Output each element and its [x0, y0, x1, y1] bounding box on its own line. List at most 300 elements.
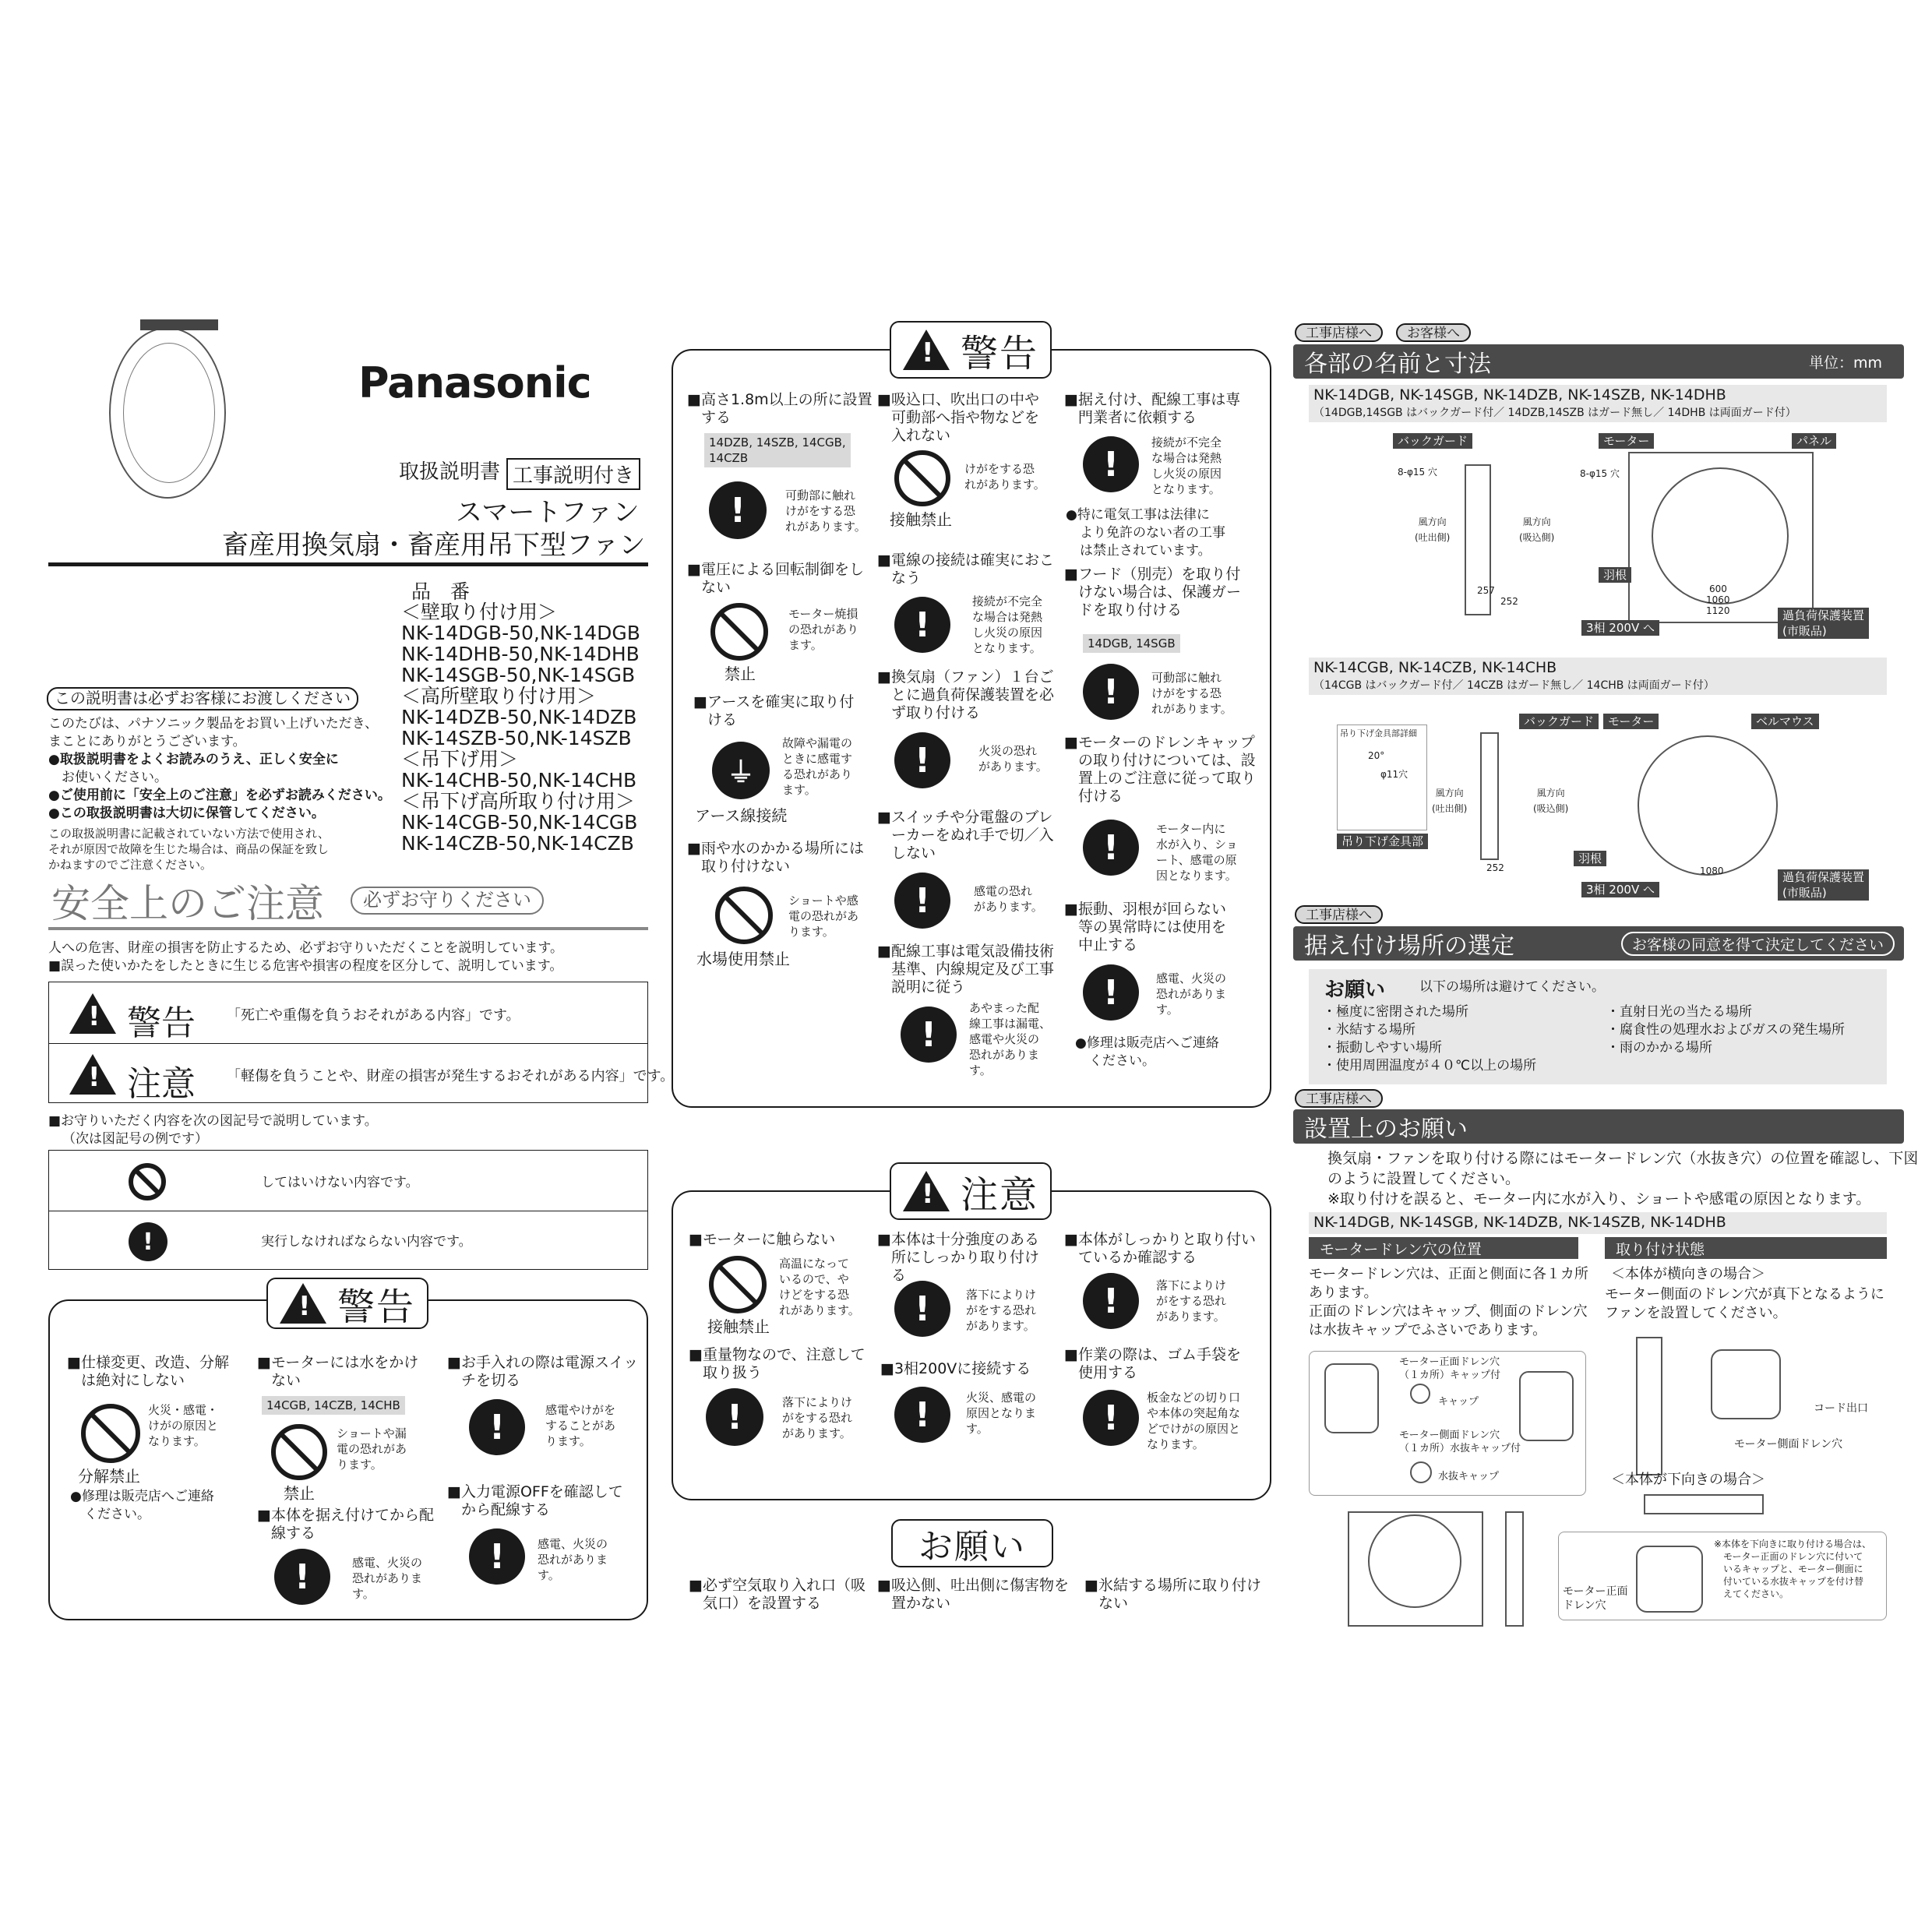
wm-c1-item4-label: 水場使用禁止 — [696, 950, 790, 968]
parts-title: 各部の名前と寸法 — [1304, 351, 1491, 378]
cb-item3-desc — [1156, 1278, 1226, 1324]
model-line: NK-14DZB-50,NK-14DZB — [401, 706, 637, 728]
wm-head-line: とに過負荷保護装置を必 — [891, 686, 1055, 703]
wm-desc-line: 因となります。 — [1156, 869, 1237, 883]
mount-d-front-drain — [1563, 1585, 1627, 1613]
cb-head-line: ているか確認する — [1078, 1249, 1197, 1266]
drain-label-watercap: 水抜キャップ — [1438, 1471, 1500, 1482]
wm-note-line: ●特に電気工事は法律に — [1066, 507, 1210, 523]
cover-divider — [48, 562, 648, 566]
cb-item5-head: ■3相200Vに接続する — [880, 1360, 1031, 1377]
mount-d-fan — [1644, 1494, 1764, 1514]
location-list-left — [1323, 1003, 1536, 1075]
install-title: 設置上のお願い — [1304, 1116, 1468, 1143]
disassembly-prohibited-icon — [81, 1404, 140, 1463]
prohibition-icon — [129, 1163, 166, 1200]
g1-label-holes2: 8-φ15 穴 — [1580, 468, 1620, 479]
request-line: ■必ず空気取り入れ口（吸 — [689, 1577, 866, 1594]
wm-desc-line: な場合は発熱 — [1151, 451, 1222, 465]
cb-desc-line: 原因となりま — [966, 1406, 1037, 1420]
cb-item6-desc — [1147, 1390, 1240, 1452]
mandatory-icon: ! — [709, 481, 767, 539]
wm-c2-item2-head — [877, 552, 1054, 587]
no-touch-icon — [894, 450, 950, 506]
wm-desc-line: の恐れがあり — [788, 622, 859, 636]
wm-head-line: 入れない — [891, 427, 951, 444]
model-line: ＜高所壁取り付け用＞ — [401, 685, 597, 707]
wm-c3-item4-note — [1075, 1035, 1219, 1070]
location-list-right — [1606, 1003, 1845, 1057]
drain-label-cap: キャップ — [1438, 1396, 1479, 1408]
g1-dir1-line: 風方向 — [1418, 516, 1447, 527]
mount-title: 取り付け状態 — [1616, 1240, 1705, 1258]
caution-level-label: 注意 — [127, 1064, 196, 1104]
wm-c1-item3-head — [693, 693, 854, 729]
group1-note: （14DGB,14SGB はバックガード付／ 14DZB,14SZB はガード無し／ 14DHB は両面ガード付） — [1313, 407, 1796, 419]
wl-desc-line: す。 — [538, 1568, 560, 1582]
request-item2 — [877, 1577, 1069, 1613]
cb-item4-head — [689, 1346, 866, 1382]
wm-head-line: なう — [891, 569, 922, 587]
wm-desc-line: 可動部に触れ — [785, 488, 856, 502]
cb-desc-line: がをする恐れ — [966, 1303, 1037, 1317]
g2-label-hole: φ11穴 — [1380, 769, 1408, 780]
cb-desc-line: 板金などの切り口 — [1147, 1391, 1241, 1405]
g2-label-motor: モーター — [1603, 714, 1659, 729]
wm-desc-line: し火災の原因 — [1151, 467, 1222, 481]
location-item: ・腐食性の処理水およびガスの発生場所 — [1606, 1022, 1845, 1038]
cb-head-line: ■本体は十分強度のある — [877, 1231, 1039, 1248]
install-line: ※取り付けを誤ると、モーター内に水が入り、ショートや感電の原因となります。 — [1327, 1190, 1871, 1208]
safety-intro-line: ■誤った使いかたをしたときに生じる危害や損害の程度を区分して、説明しています。 — [48, 958, 563, 974]
wm-desc-line: 接続が不完全 — [972, 594, 1043, 608]
drain-line: モータードレン穴は、正面と側面に各１カ所 — [1309, 1266, 1588, 1282]
wm-desc-line: となります。 — [1151, 482, 1221, 496]
wm-head-line: ける — [707, 711, 738, 728]
drain-labels-b — [1399, 1429, 1521, 1455]
g2-label-bellmouth: ベルマウス — [1751, 714, 1819, 729]
mount-h-line: モーター側面のドレン穴が真下となるように — [1605, 1286, 1884, 1303]
request-line: ■氷結する場所に取り付け — [1084, 1577, 1261, 1594]
mount-h-head: ＜本体が横向きの場合＞ — [1611, 1266, 1765, 1282]
caution-level-desc: 「軽傷を負うことや、財産の損害が発生するおそれがある内容」です。 — [227, 1068, 675, 1084]
wm-desc-line: る恐れがあり — [782, 767, 853, 781]
wl-col2b-desc — [352, 1555, 422, 1602]
wm-c1-item1-desc — [785, 488, 866, 534]
group2-side-view — [1480, 732, 1499, 860]
wm-c2-item1-desc — [964, 461, 1045, 492]
cap-illustration — [1410, 1384, 1430, 1404]
g1-dim-1120: 1120 — [1706, 605, 1730, 616]
thanks-line: お使いください。 — [48, 770, 167, 785]
wm-desc-line: 感電や火災の — [969, 1032, 1040, 1046]
mandatory-desc: 実行しなければならない内容です。 — [261, 1234, 472, 1250]
wm-c2-item1-head — [877, 391, 1039, 445]
mount-d-label: モーター正面 — [1563, 1585, 1628, 1598]
mandatory-icon: ! — [1083, 1390, 1139, 1446]
wm-c3-item4-head — [1064, 901, 1226, 954]
model-list — [401, 601, 640, 854]
wm-c2-item2-desc — [972, 594, 1042, 656]
wm-note-line: より免許のない者の工事 — [1080, 525, 1225, 541]
wm-desc-line: ります。 — [788, 925, 834, 939]
warning-level-icon — [69, 993, 127, 1037]
wl-desc-line: 感電、火災の — [352, 1556, 423, 1570]
wl-desc-line: 火災・感電・ — [148, 1403, 219, 1417]
location-title-bar — [1293, 926, 1904, 961]
front-fan-blades — [1368, 1514, 1461, 1608]
wl-desc-line: ります。 — [337, 1458, 383, 1472]
wm-desc-line: があります。 — [978, 760, 1048, 774]
wl-col2-desc — [337, 1426, 407, 1472]
cb-head-line: 所にしっかり取り付け — [891, 1249, 1040, 1266]
cb-item3-head — [1064, 1231, 1256, 1267]
wm-head-line: ■スイッチや分電盤のブレ — [877, 809, 1053, 826]
wm-head-line: ■電線の接続は確実におこ — [877, 552, 1054, 569]
mount-d-note-line: いるキャップと、モーター側面に — [1714, 1564, 1863, 1574]
wl-col2b-head-line: ■本体を据え付けてから配 — [257, 1507, 434, 1524]
cb-desc-line: す。 — [966, 1422, 989, 1436]
wm-head-line: ーカーをぬれ手で切／入 — [891, 827, 1054, 844]
parts-title-bar — [1293, 344, 1904, 379]
wl-col3b-head — [447, 1483, 623, 1519]
wm-head-line: ■高さ1.8m以上の所に設置 — [687, 391, 873, 408]
g1-label-power: 3相 200V へ — [1581, 620, 1659, 636]
model-line: ＜吊下げ高所取り付け用＞ — [401, 790, 636, 813]
doc-badge: 工事説明付き — [506, 458, 640, 490]
mandatory-icon: ! — [894, 873, 950, 929]
g2-label-dir1 — [1432, 785, 1467, 816]
wm-c3-item4-desc — [1156, 971, 1226, 1017]
location-lead: 以下の場所は避けてください。 — [1419, 979, 1605, 995]
cb-desc-line: れがあります。 — [779, 1303, 860, 1317]
group1-models: NK-14DGB, NK-14SGB, NK-14DZB, NK-14SZB, NK-14DHB — [1313, 386, 1726, 404]
cb-item1-head: ■モーターに触らない — [689, 1231, 836, 1248]
safety-divider — [48, 927, 648, 930]
g1-dir2-line: 風方向 — [1522, 516, 1551, 527]
wl-desc-line: けがの原因と — [148, 1419, 219, 1433]
drain-label: モーター正面ドレン穴 — [1399, 1356, 1500, 1368]
g1-label-blade: 羽根 — [1599, 567, 1631, 583]
drain-text — [1309, 1265, 1588, 1340]
wm-desc-line: 恐れがありま — [969, 1048, 1040, 1062]
safety-title: 安全上のご注意 — [51, 881, 324, 926]
wm-head-line: 取り付けない — [701, 858, 791, 875]
mandatory-icon: ! — [1083, 1273, 1139, 1329]
model-line: NK-14CHB-50,NK-14CHB — [401, 769, 637, 791]
wl-col3-desc — [545, 1402, 615, 1449]
mount-d-note-line: モーター正面のドレン穴に付いて — [1714, 1551, 1863, 1562]
warranty-line: それが原因で故障を生じた場合は、商品の保証を致し — [48, 842, 330, 856]
wm-desc-line: れがあります。 — [964, 478, 1045, 492]
mandatory-icon: ! — [1083, 964, 1139, 1021]
thanks-line: ●取扱説明書をよくお読みのうえ、正しく安全に — [48, 752, 339, 767]
warning-level-desc: 「死亡や重傷を負うおそれがある内容」です。 — [227, 1007, 520, 1024]
cb-head-line: 使用する — [1078, 1364, 1138, 1381]
wm-desc-line: 故障や漏電の — [782, 736, 853, 750]
cb-desc-line: けどをする恐 — [779, 1288, 850, 1302]
g2-dir1-line: 風方向 — [1435, 788, 1464, 799]
cb-head-line: 取り扱う — [703, 1364, 763, 1381]
wm-c3-item3-desc — [1156, 821, 1238, 883]
mount-d-note-line: えてください。 — [1714, 1588, 1789, 1599]
symbol-intro-line: （次は図記号の例です） — [62, 1131, 208, 1147]
cb-desc-line: があります。 — [966, 1319, 1035, 1333]
wl-col3-head — [447, 1354, 638, 1390]
g1-dir1-line: (吐出側) — [1415, 532, 1451, 543]
warranty-line: かねますのでご注意ください。 — [48, 858, 213, 872]
model-line: NK-14SZB-50,NK-14SZB — [401, 727, 632, 749]
wm-head-line: 説明に従う — [891, 978, 966, 996]
safety-intro — [48, 940, 563, 975]
model-line: ＜吊下げ用＞ — [401, 748, 519, 770]
product-line1: スマートファン — [456, 497, 640, 528]
wl-col3b-head-line: ■入力電源OFFを確認して — [447, 1483, 623, 1500]
wm-head-line: 中止する — [1078, 936, 1138, 954]
wm-c3-item1-note — [1066, 506, 1225, 560]
wm-head-line: ず取り付ける — [891, 704, 981, 721]
cb-item6-head — [1064, 1346, 1241, 1382]
warning-level-label: 警告 — [127, 1003, 196, 1043]
location-item: ・雨のかかる場所 — [1606, 1040, 1712, 1056]
wl-desc-line: 感電、火災の — [538, 1537, 608, 1551]
wl-col3b-desc — [538, 1536, 608, 1583]
motor-illustration — [1324, 1363, 1379, 1433]
install-line: 換気扇・ファンを取り付ける際にはモータードレン穴（水抜き穴）の位置を確認し、下図 — [1327, 1150, 1919, 1167]
mandatory-icon: ! — [1083, 664, 1139, 720]
mandatory-icon: ! — [894, 732, 950, 788]
g2-dim-252: 252 — [1486, 862, 1504, 873]
wm-c2-item5-desc — [969, 1000, 1051, 1078]
cb-desc-line: 火災、感電の — [966, 1391, 1037, 1405]
wm-desc-line: ます。 — [782, 783, 816, 797]
motor-illustration-side — [1519, 1371, 1574, 1441]
wm-head-line: 付ける — [1078, 788, 1123, 805]
wm-note-line: ください。 — [1089, 1053, 1155, 1069]
cb-head-line: ■作業の際は、ゴム手袋を — [1064, 1346, 1241, 1363]
wm-head-line: ない — [701, 579, 732, 596]
mount-d-head: ＜本体が下向きの場合＞ — [1611, 1472, 1765, 1488]
wm-c1-item2-label: 禁止 — [724, 665, 756, 683]
mount-title-bar — [1605, 1237, 1887, 1259]
g1-dim-1060: 1060 — [1706, 594, 1730, 605]
model-line: NK-14SGB-50,NK-14SGB — [401, 664, 636, 686]
wm-desc-line: モーター内に — [1156, 822, 1226, 836]
warning-triangle-icon — [280, 1283, 326, 1324]
wm-desc-line: す。 — [969, 1063, 992, 1077]
wm-head-line: 置上のご注意に従って取り — [1078, 770, 1257, 787]
mount-h-fan-side — [1636, 1337, 1662, 1475]
wm-c1-item2-head — [687, 561, 864, 597]
wm-desc-line: となります。 — [972, 641, 1042, 655]
level-row-warning — [49, 982, 647, 1044]
cb-head-line: ■重量物なので、注意して — [689, 1346, 866, 1363]
mandatory-icon: ! — [894, 597, 950, 653]
drain-line: は水抜キャップでふさいであります。 — [1309, 1322, 1547, 1338]
wm-c1-item1-models — [704, 433, 851, 467]
drain-line: 正面のドレン穴はキャップ、側面のドレン穴 — [1309, 1303, 1588, 1320]
g2-label-bracket-detail: 吊り下げ金具部詳細 — [1340, 728, 1417, 739]
wm-c3-item2-models: 14DGB, 14SGB — [1083, 634, 1180, 653]
g1-label-holes: 8-φ15 穴 — [1398, 467, 1437, 478]
model-heading: 品 番 — [411, 580, 471, 603]
g2-dir2-line: (吸込側) — [1533, 803, 1569, 814]
location-item: ・振動しやすい場所 — [1323, 1040, 1442, 1056]
caution-banner — [890, 1162, 1052, 1220]
prohibited-icon — [271, 1424, 327, 1480]
safety-badge: 必ずお守りください — [351, 887, 544, 915]
wm-head-line: の取り付けについては、設 — [1078, 752, 1256, 769]
drain-label: （１カ所）キャップ付 — [1399, 1370, 1501, 1381]
cb-item2-head — [877, 1231, 1039, 1285]
install-title-bar — [1293, 1109, 1904, 1144]
wm-c2-item4-desc — [974, 883, 1043, 915]
wm-desc-line: ます。 — [788, 638, 823, 652]
mandatory-icon: ! — [894, 1281, 950, 1337]
wm-desc-line: けがをする恐 — [785, 504, 856, 518]
g2-label-bracket: 吊り下げ金具部 — [1337, 834, 1428, 849]
wm-head-line: ■フード（別売）を取り付 — [1064, 566, 1241, 583]
drain-title: モータードレン穴の位置 — [1320, 1240, 1482, 1258]
wm-desc-line: な場合は発熱 — [972, 610, 1043, 624]
warranty-note — [48, 826, 330, 873]
location-request: お願い — [1324, 978, 1386, 1002]
request-item1 — [689, 1577, 866, 1613]
model-line: NK-14CGB-50,NK-14CGB — [401, 811, 638, 834]
wm-head-line: ■配線工事は電気設備技術 — [877, 943, 1054, 960]
unit-label: 単位：mm — [1808, 354, 1882, 372]
cb-desc-line: なります。 — [1147, 1437, 1204, 1451]
wl-col1-head-line: ■仕様変更、改造、分解 — [67, 1354, 229, 1371]
group2-front-view — [1638, 735, 1778, 876]
mandatory-icon: ! — [894, 1387, 950, 1443]
g2-dir1-line: (吐出側) — [1432, 803, 1468, 814]
cb-item5-desc — [966, 1390, 1036, 1437]
caution-banner-text: 注意 — [960, 1172, 1038, 1217]
thanks-line: このたびは、パナソニック製品をお買い上げいただき、 — [48, 716, 379, 732]
g1-dim-252: 252 — [1500, 596, 1518, 607]
wl-desc-line: ります。 — [545, 1434, 591, 1448]
drain-label: モーター側面ドレン穴 — [1399, 1430, 1500, 1441]
g1-label-backguard: バックガード — [1393, 433, 1472, 449]
g2-dim-1080: 1080 — [1700, 866, 1724, 876]
mandatory-icon: ! — [274, 1549, 330, 1605]
g1-protector-line: (市販品) — [1782, 624, 1827, 638]
tag-customer: お客様へ — [1396, 323, 1471, 342]
mandatory-icon: ! — [1083, 436, 1139, 492]
wm-desc-line: し火災の原因 — [972, 626, 1043, 640]
wl-desc-line: 電の恐れがあ — [337, 1442, 407, 1456]
g1-label-panel: パネル — [1792, 433, 1836, 449]
caution-triangle-icon — [903, 1171, 950, 1211]
wm-desc-line: があります。 — [974, 900, 1043, 914]
wm-desc-line: れがあります。 — [1151, 702, 1232, 716]
g1-label-protector — [1778, 608, 1869, 639]
wm-head-line: けない場合は、保護ガー — [1078, 583, 1242, 601]
wm-desc-line: れがあります。 — [785, 520, 866, 534]
level-row-caution — [49, 1043, 675, 1104]
cb-desc-line: 落下によりけ — [966, 1288, 1037, 1302]
thanks-line: ●ご使用前に「安全上のご注意」を必ずお読みください。 — [48, 788, 391, 803]
wm-c2-item5-head — [877, 943, 1054, 996]
ground-connection-icon: ⏚ — [712, 742, 770, 799]
cb-item1-label: 接触禁止 — [707, 1317, 770, 1336]
prohibition-desc: してはいけない内容です。 — [261, 1175, 419, 1190]
location-item: ・使用周囲温度が４０℃以上の場所 — [1323, 1058, 1537, 1074]
location-item: ・極度に密閉された場所 — [1323, 1004, 1468, 1020]
handover-note: この説明書は必ずお客様にお渡しください — [47, 687, 358, 710]
wl-col1-note — [70, 1488, 214, 1524]
mount-d-motor — [1636, 1546, 1703, 1613]
water-cap-illustration — [1410, 1461, 1432, 1483]
cb-desc-line: や本体の突起角な — [1147, 1406, 1241, 1420]
wm-c3-item3-head — [1064, 734, 1256, 806]
cb-item4-desc — [782, 1394, 852, 1441]
wm-head-line: する — [701, 409, 732, 426]
drain-labels-a — [1399, 1356, 1500, 1382]
install-models: NK-14DGB, NK-14SGB, NK-14DZB, NK-14SZB, NK-14DHB — [1313, 1214, 1726, 1231]
wm-head-line: ■雨や水のかかる場所には — [687, 840, 864, 857]
g2-label-power: 3相 200V へ — [1581, 882, 1659, 897]
wm-head-line: ■吸込口、吹出口の中や — [877, 391, 1039, 408]
wm-head-line: ■据え付け、配線工事は専 — [1064, 391, 1241, 408]
wl-col2-head — [257, 1354, 418, 1390]
wm-desc-line: ときに感電す — [782, 752, 853, 766]
wm-note-line: ●修理は販売店へご連絡 — [1075, 1035, 1219, 1051]
wm-desc-line: けがをする恐 — [1151, 686, 1222, 700]
g1-protector-line: 過負荷保護装置 — [1782, 608, 1865, 622]
wm-head-line: ■電圧による回転制御をし — [687, 561, 864, 578]
cb-item1-desc — [779, 1256, 860, 1318]
wm-c1-item4-desc — [788, 893, 858, 940]
no-touch-icon — [709, 1256, 767, 1313]
g1-label-dir1 — [1415, 514, 1450, 545]
request-item3 — [1084, 1577, 1261, 1613]
wm-note-line: は禁止されています。 — [1080, 543, 1211, 559]
warning-triangle-icon — [903, 330, 950, 370]
tag-installer: 工事店様へ — [1295, 905, 1383, 924]
mandatory-icon: ! — [901, 1007, 957, 1063]
wl-col1-head-line: は絶対にしない — [81, 1372, 185, 1389]
request-line: ■吸込側、吐出側に傷害物を — [877, 1577, 1069, 1594]
mount-d-note-line: ※本体を下向きに取り付ける場合は、 — [1714, 1539, 1872, 1549]
wm-desc-line: 恐れがありま — [1156, 987, 1227, 1001]
product-line2: 畜産用換気扇・畜産用吊下型ファン — [222, 530, 646, 561]
location-item: ・直射日光の当たる場所 — [1606, 1004, 1752, 1020]
model-line: NK-14CZB-50,NK-14CZB — [401, 832, 634, 855]
wm-desc-line: けがをする恐 — [964, 462, 1035, 476]
caution-level-icon — [69, 1054, 127, 1098]
wl-desc-line: す。 — [352, 1587, 375, 1601]
wl-col2b-head-line: 線する — [271, 1525, 316, 1542]
drain-line: あります。 — [1309, 1285, 1378, 1301]
wm-c2-item3-desc — [978, 743, 1048, 774]
wm-desc-line: す。 — [1156, 1003, 1179, 1017]
wm-c3-item2-desc — [1151, 670, 1232, 717]
wl-note-line: ●修理は販売店へご連絡 — [70, 1489, 214, 1504]
wm-desc-line: 電の恐れがあ — [788, 909, 859, 923]
location-badge: お客様の同意を得て決定してください — [1621, 932, 1895, 956]
wm-desc-line: 感電、火災の — [1156, 971, 1227, 985]
wm-c2-item1-label: 接触禁止 — [890, 510, 952, 529]
wl-note-line: ください。 — [84, 1507, 150, 1522]
symbol-intro — [48, 1112, 378, 1148]
cb-desc-line: どでけがの原因と — [1147, 1422, 1241, 1436]
wl-desc-line: 感電やけがを — [545, 1403, 616, 1417]
fan-stand — [140, 319, 218, 330]
wm-head-line: しない — [891, 844, 936, 862]
request-banner-text: お願い — [918, 1527, 1026, 1567]
